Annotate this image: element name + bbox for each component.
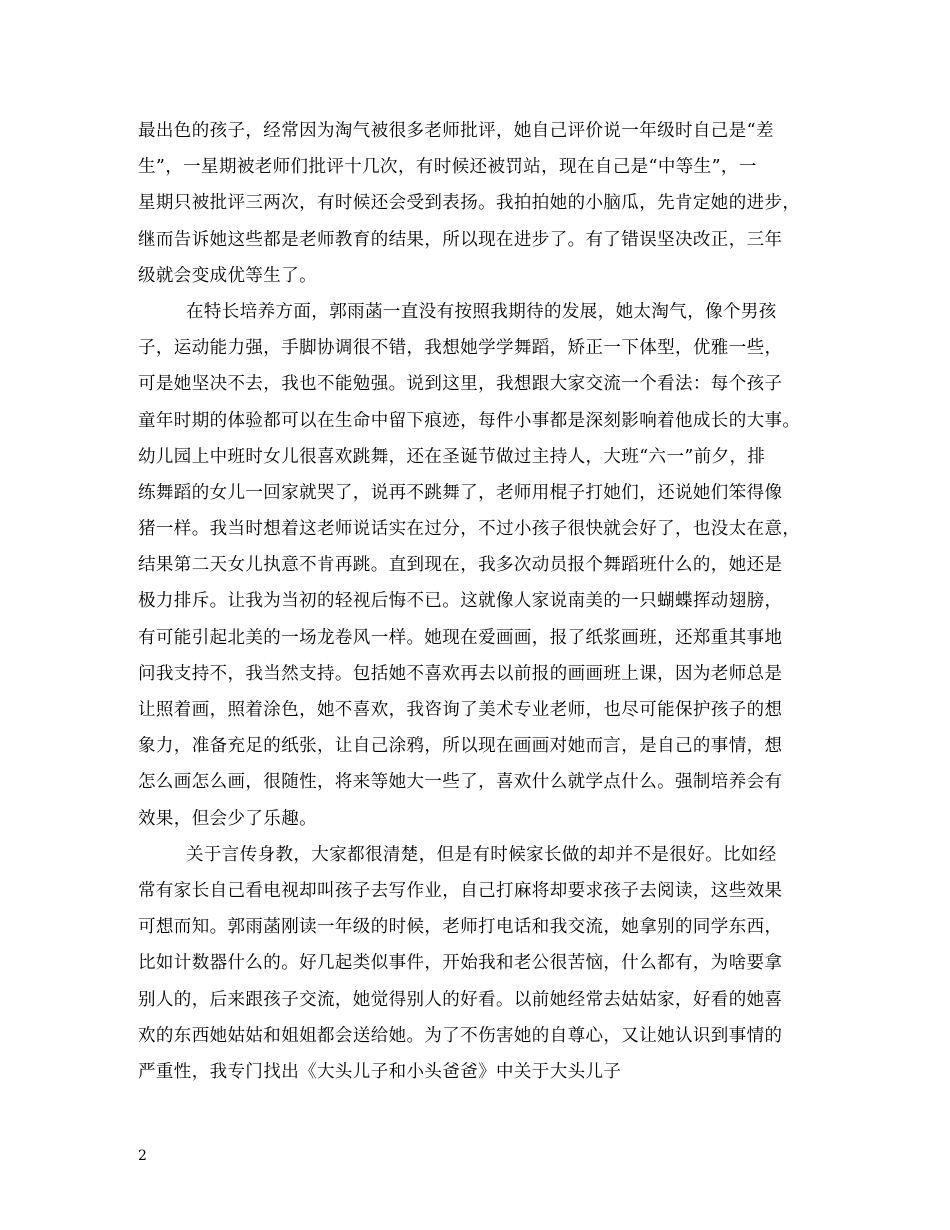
- text-line: 继而告诉她这些都是老师教育的结果，所以现在进步了。有了错误坚决改正，三年: [138, 229, 783, 250]
- text-line: 象力，准备充足的纸张，让自己涂鸦，所以现在画画对她而言，是自己的事情，想: [138, 736, 783, 757]
- text-line: 问我支持不，我当然支持。包括她不喜欢再去以前报的画画班上课，因为老师总是: [138, 663, 783, 684]
- text-line: 星期只被批评三两次，有时候还会受到表扬。我拍拍她的小脑瓜，先肯定她的进步，: [138, 193, 801, 214]
- text-line: 极力排斥。让我为当初的轻视后悔不已。这就像人家说南美的一只蝴蝶挥动翅膀，: [138, 591, 783, 612]
- text-line: 让照着画，照着涂色，她不喜欢，我咨询了美术专业老师，也尽可能保护孩子的想: [138, 700, 783, 720]
- text-line: 常有家长自己看电视却叫孩子去写作业，自己打麻将却要求孩子去阅读，这些效果: [138, 880, 783, 901]
- text-line: 童年时期的体验都可以在生命中留下痕迹，每件小事都是深刻影响着他成长的大事。: [138, 410, 801, 431]
- text-line: 关于言传身教，大家都很清楚，但是有时候家长做的却并不是很好。比如经: [186, 844, 777, 865]
- text-line: 猪一样。我当时想着这老师说话实在过分，不过小孩子很快就会好了，也没太在意，: [138, 519, 801, 540]
- text-line: 最出色的孩子，经常因为淘气被很多老师批评，她自己评价说一年级时自己是“差: [138, 121, 774, 141]
- text-line: 怎么画怎么画，很随性，将来等她大一些了，喜欢什么就学点什么。强制培养会有: [138, 772, 783, 793]
- text-line: 可是她坚决不去，我也不能勉强。说到这里，我想跟大家交流一个看法：每个孩子: [138, 374, 783, 395]
- text-line: 有可能引起北美的一场龙卷风一样。她现在爱画画，报了纸浆画班，还郑重其事地: [138, 627, 783, 648]
- text-line: 效果，但会少了乐趣。: [138, 808, 317, 829]
- text-line: 严重性，我专门找出《大头儿子和小头爸爸》中关于大头儿子: [138, 1061, 622, 1082]
- text-line: 可想而知。郭雨菡刚读一年级的时候，老师打电话和我交流，她拿别的同学东西，: [138, 917, 783, 938]
- text-line: 级就会变成优等生了。: [138, 265, 317, 286]
- text-line: 结果第二天女儿执意不肯再跳。直到现在，我多次动员报个舞蹈班什么的，她还是: [138, 555, 783, 576]
- body-text: [138, 113, 838, 1090]
- text-line: 练舞蹈的女儿一回家就哭了，说再不跳舞了，老师用棍子打她们，还说她们笨得像: [138, 482, 783, 503]
- text-line: 别人的，后来跟孩子交流，她觉得别人的好看。以前她经常去姑姑家，好看的她喜: [138, 989, 783, 1010]
- text-line: 子，运动能力强，手脚协调很不错，我想她学学舞蹈，矫正一下体型，优雅一些，: [138, 338, 783, 359]
- text-line: 幼儿园上中班时女儿很喜欢跳舞，还在圣诞节做过主持人，大班“六一”前夕，排: [138, 446, 766, 467]
- text-line: 在特长培养方面，郭雨菡一直没有按照我期待的发展，她太淘气，像个男孩: [186, 301, 777, 322]
- text-line: 生”，一星期被老师们批评十几次，有时候还被罚站，现在自己是“中等生”，一: [138, 157, 757, 178]
- text-line: 欢的东西她姑姑和姐姐都会送给她。为了不伤害她的自尊心，又让她认识到事情的: [138, 1025, 783, 1046]
- text-line: 比如计数器什么的。好几起类似事件，开始我和老公很苦恼，什么都有，为啥要拿: [138, 953, 783, 974]
- page-number: 2: [138, 1148, 147, 1164]
